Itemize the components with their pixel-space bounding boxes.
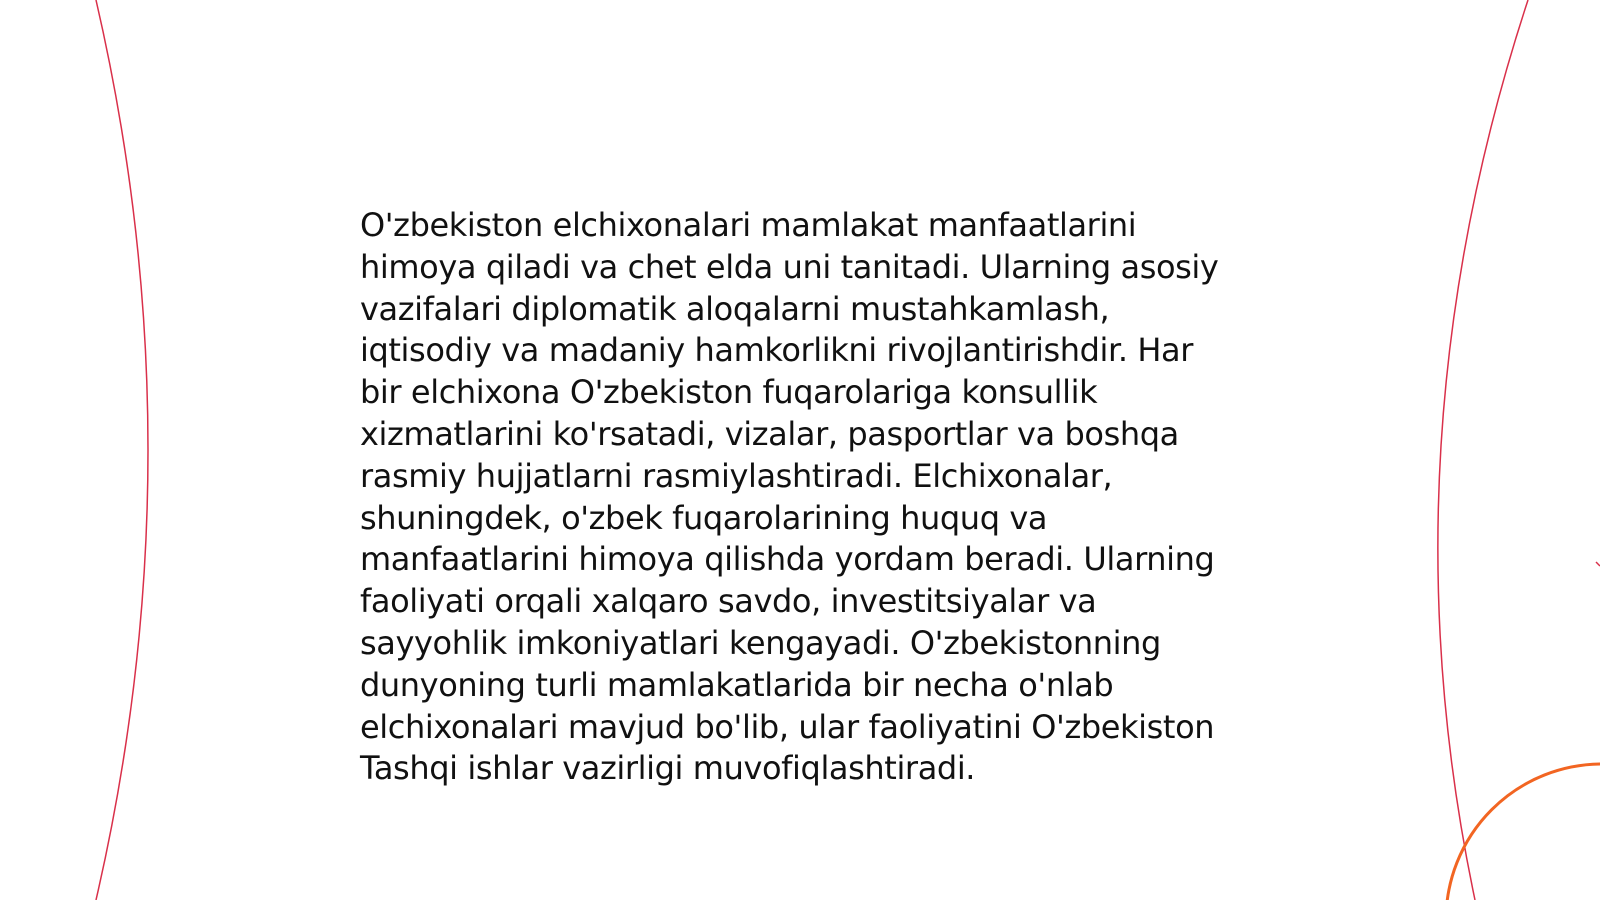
small-mark <box>1596 562 1600 566</box>
right-curve-line <box>1438 0 1528 900</box>
left-curve-line <box>96 0 148 900</box>
body-paragraph: O'zbekiston elchixonalari mamlakat manfaatlarini himoya qiladi va chet elda uni tanitadi. Ularning asosiy vazifalari diplomatik aloqalarni mustahkamlash, iqtisodiy va madaniy hamkorlikni rivojlantirishdir. Har bir elchixona O'zbekiston fuqarolariga konsullik xizmatlarini ko'rsatadi, vizalar, pasportlar va boshqa rasmiy hujjatlarni rasmiylashtiradi. Elchixonalar, shuningdek, o'zbek fuqarolarining huquq va manfaatlarini himoya qilishda yordam beradi. Ularning faoliyati orqali xalqaro savdo, investitsiyalar va sayyohlik imkoniyatlari kengayadi. O'zbekistonning dunyoning turli mamlakatlarida bir necha o'nlab elchixonalari mavjud bo'lib, ular faoliyatini O'zbekiston Tashqi ishlar vazirligi muvofiqlashtiradi. <box>360 206 1219 788</box>
orange-arc <box>1446 764 1600 900</box>
